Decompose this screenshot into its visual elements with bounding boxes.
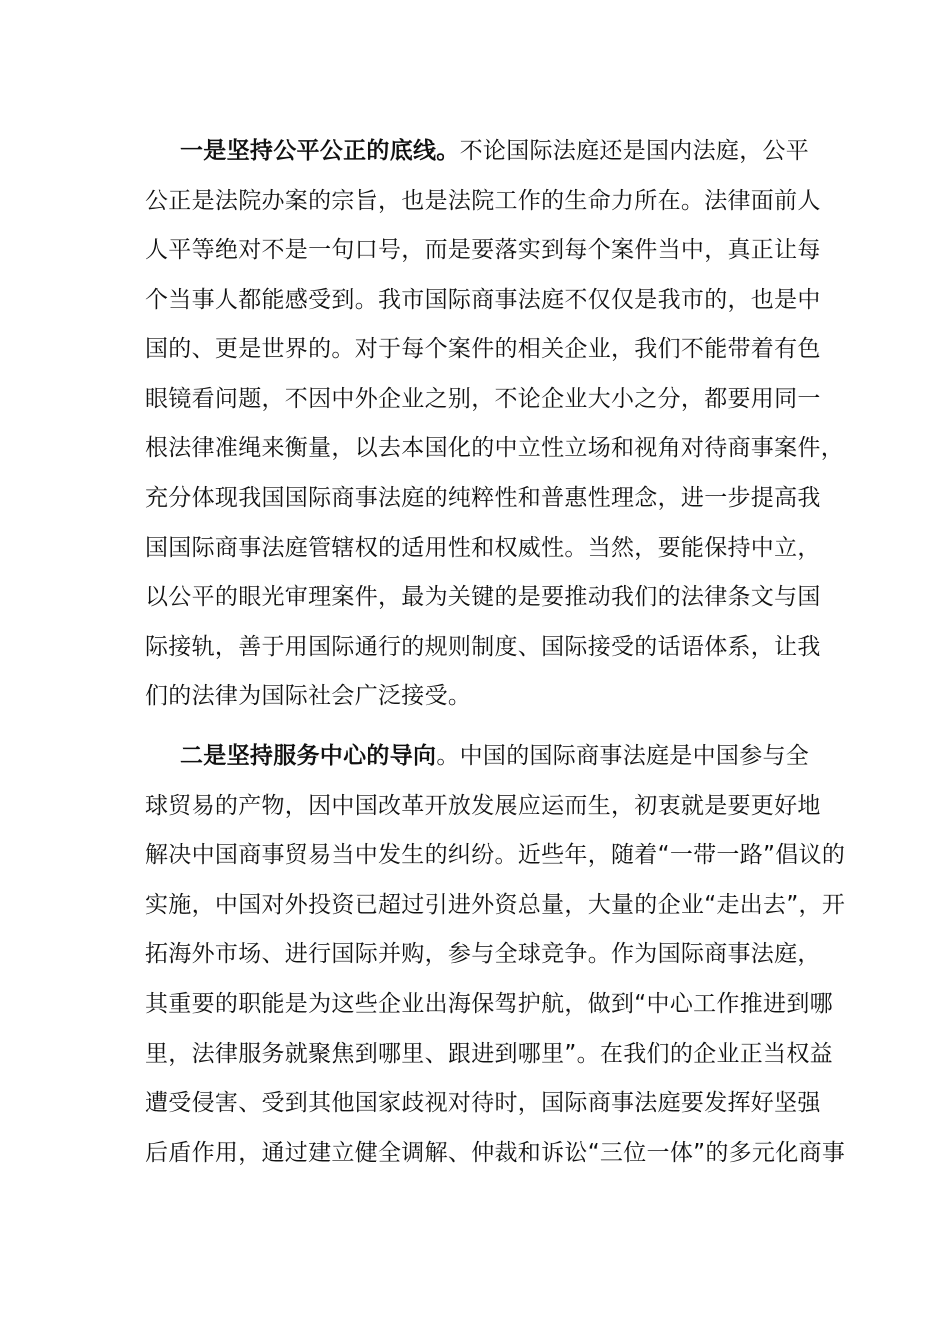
paragraph-1-line-6: 眼镜看问题，不因中外企业之别，不论企业大小之分，都要用同一	[145, 386, 821, 412]
paragraph-1-line-7: 根法律准绳来衡量，以去本国化的中立性立场和视角对待商事案件，	[145, 435, 844, 461]
paragraph-2-line-5: 拓海外市场、进行国际并购，参与全球竞争。作为国际商事法庭，	[145, 941, 821, 967]
paragraph-2-line-9: 后盾作用，通过建立健全调解、仲裁和诉讼“三位一体”的多元化商事	[145, 1140, 846, 1166]
paragraph-1-line-12: 们的法律为国际社会广泛接受。	[145, 683, 472, 709]
paragraph-1-text: 不论国际法庭还是国内法庭，公平	[459, 138, 810, 164]
paragraph-1-line-10: 以公平的眼光审理案件，最为关键的是要推动我们的法律条文与国	[145, 584, 821, 610]
paragraph-1-line-1	[180, 126, 809, 176]
paragraph-2-line-4: 实施，中国对外投资已超过引进外资总量，大量的企业“走出去”，开	[145, 892, 846, 918]
paragraph-2-line-7: 里，法律服务就聚焦到哪里、跟进到哪里”。在我们的企业正当权益	[145, 1041, 833, 1067]
paragraph-1-line-2: 公正是法院办案的宗旨，也是法院工作的生命力所在。法律面前人	[145, 188, 821, 214]
paragraph-1-line-3: 人平等绝对不是一句口号，而是要落实到每个案件当中，真正让每	[145, 237, 821, 263]
paragraph-1-line-5: 国的、更是世界的。对于每个案件的相关企业，我们不能带着有色	[145, 336, 821, 362]
paragraph-2-line-3: 解决中国商事贸易当中发生的纠纷。近些年，随着“一带一路”倡议的	[145, 842, 846, 868]
paragraph-2-heading: 二是坚持服务中心的导向	[180, 743, 437, 769]
paragraph-1-line-4: 个当事人都能感受到。我市国际商事法庭不仅仅是我市的，也是中	[145, 287, 821, 313]
paragraph-1-line-9: 国国际商事法庭管辖权的适用性和权威性。当然，要能保持中立，	[145, 535, 821, 561]
paragraph-1-line-11: 际接轨，善于用国际通行的规则制度、国际接受的话语体系，让我	[145, 634, 821, 660]
paragraph-2-text: 。中国的国际商事法庭是中国参与全	[436, 743, 810, 769]
paragraph-2-line-2: 球贸易的产物，因中国改革开放发展应运而生，初衷就是要更好地	[145, 793, 821, 819]
paragraph-2-line-8: 遭受侵害、受到其他国家歧视对待时，国际商事法庭要发挥好坚强	[145, 1090, 821, 1116]
paragraph-2-line-1	[180, 731, 809, 781]
paragraph-1-line-8: 充分体现我国国际商事法庭的纯粹性和普惠性理念，进一步提高我	[145, 485, 821, 511]
paragraph-1-heading: 一是坚持公平公正的底线。	[180, 138, 460, 164]
paragraph-2-line-6: 其重要的职能是为这些企业出海保驾护航，做到“中心工作推进到哪	[145, 991, 833, 1017]
